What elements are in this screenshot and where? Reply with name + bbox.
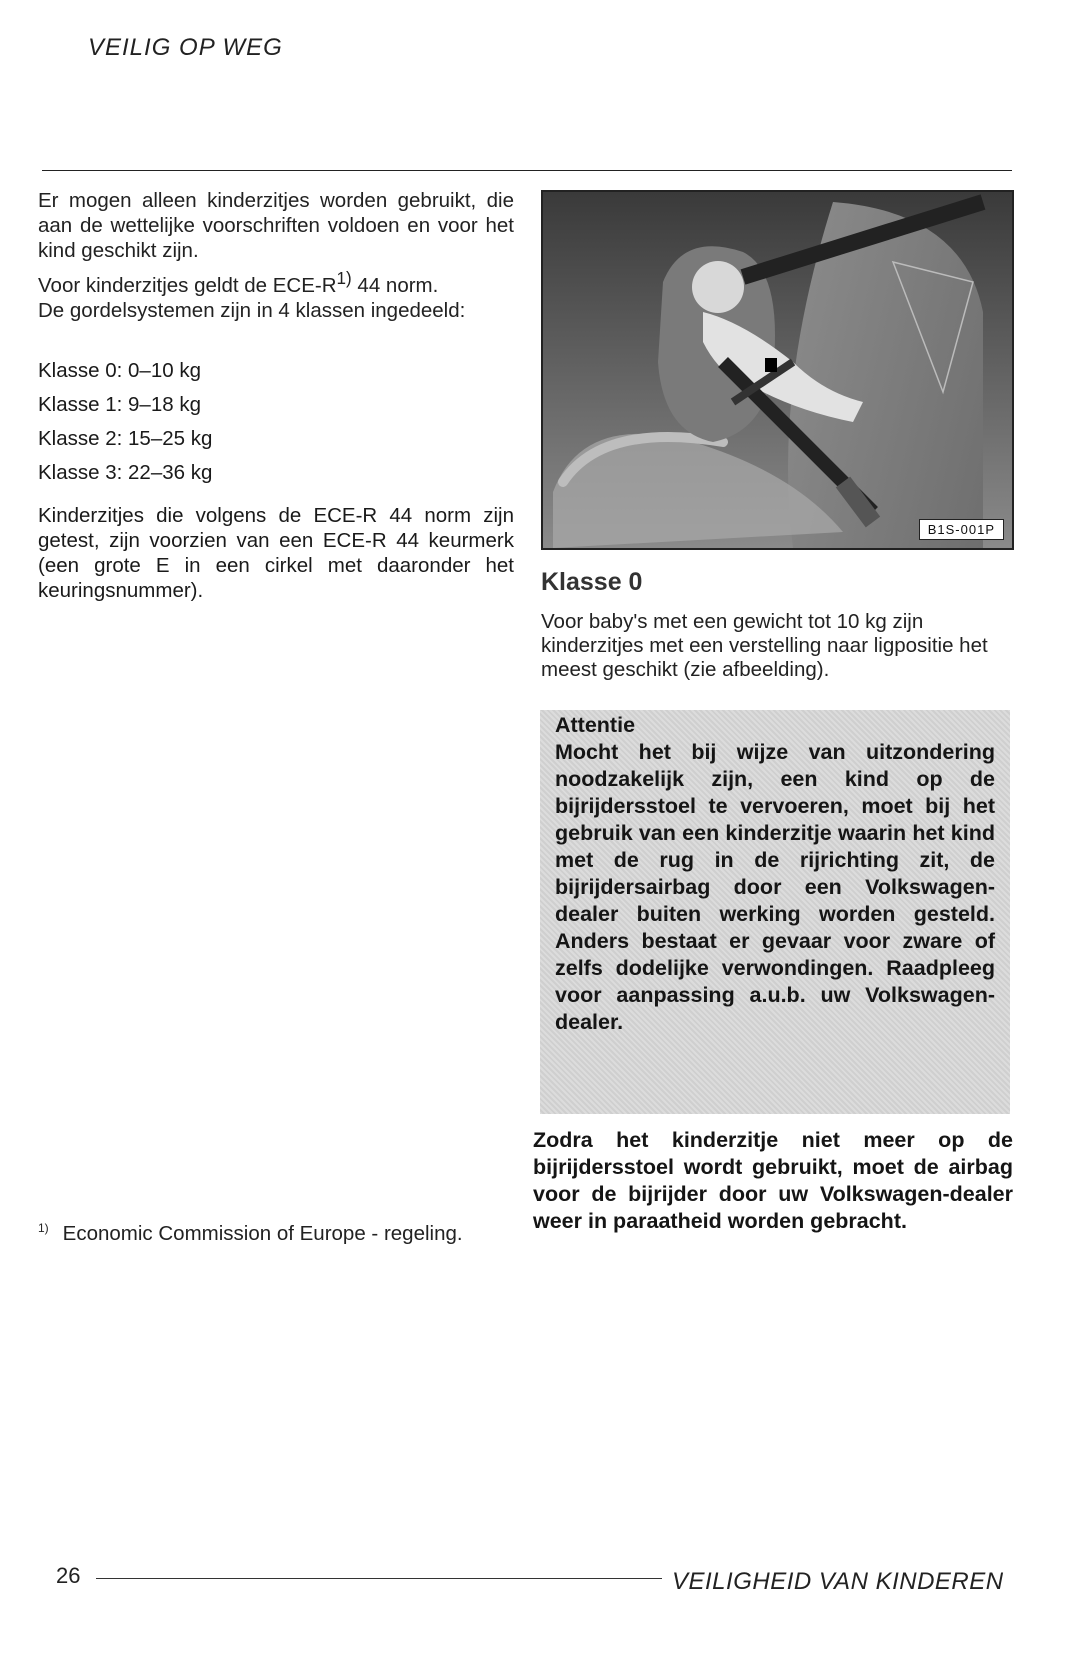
warning-box xyxy=(555,712,995,1036)
intro-block xyxy=(38,188,514,323)
intro-paragraph: Er mogen alleen kinderzitjes worden gebruikt, die aan de wettelijke voorschriften voldoen en voor het kind geschikt zijn. xyxy=(38,189,514,262)
norm-suffix: 44 norm. xyxy=(351,274,439,297)
class0-paragraph: Voor baby's met een gewicht tot 10 kg zijn kinderzitjes met een verstelling naar ligpositie het meest geschikt (zie afbeelding). xyxy=(541,610,988,681)
footnote xyxy=(38,1222,508,1246)
class-item: Klasse 2: 15–25 kg xyxy=(38,427,213,450)
airbag-reactivation-paragraph: Zodra het kinderzitje niet meer op de bijrijdersstoel wordt gebruikt, moet de airbag voor de bijrijder door uw Volkswagen-dealer weer in paraatheid worden gebracht. xyxy=(533,1128,1013,1233)
figure-code-label: B1S-001P xyxy=(919,519,1004,540)
norm-prefix: Voor kinderzitjes geldt de ECE-R xyxy=(38,274,337,297)
warning-text: Mocht het bij wijze van uitzondering noodzakelijk zijn, een kind op de bijrijdersstoel te vervoeren, moet bij het gebruik van een kinderzitje waarin het kind met de rug in de rijrichting zit, de bijrijdersairbag door een Volkswagen-dealer buiten werking worden gesteld. Anders bestaat er gevaar voor zware of zelfs dodelijke verwondingen. Raadpleeg voor aanpassing a.u.b. uw Volkswagen-dealer. xyxy=(555,740,995,1034)
classes-intro: De gordelsystemen zijn in 4 klassen ingedeeld: xyxy=(38,299,466,322)
warning-title: Attentie xyxy=(555,713,636,737)
page-number: 26 xyxy=(56,1563,81,1588)
footer-section-title: VEILIGHEID VAN KINDEREN xyxy=(672,1568,1004,1595)
footnote-mark: 1) xyxy=(38,1221,49,1236)
footnote-ref: 1) xyxy=(336,269,352,289)
footnote-text: Economic Commission of Europe - regeling. xyxy=(62,1222,463,1245)
class-item: Klasse 0: 0–10 kg xyxy=(38,359,201,382)
section-subtitle: Klasse 0 xyxy=(541,568,643,596)
header-rule xyxy=(42,170,1012,171)
norm-paragraph xyxy=(38,269,514,298)
child-seat-illustration xyxy=(543,192,1012,548)
running-header: VEILIG OP WEG xyxy=(88,34,283,61)
class-item: Klasse 3: 22–36 kg xyxy=(38,461,213,484)
certification-paragraph: Kinderzitjes die volgens de ECE-R 44 norm zijn getest, zijn voorzien van een ECE-R 44 keurmerk (een grote E in een cirkel met daaronder het keuringsnummer). xyxy=(38,504,514,602)
class-item: Klasse 1: 9–18 kg xyxy=(38,393,201,416)
class-list xyxy=(38,358,212,494)
child-seat-photo xyxy=(541,190,1014,550)
footer-rule xyxy=(96,1578,662,1579)
